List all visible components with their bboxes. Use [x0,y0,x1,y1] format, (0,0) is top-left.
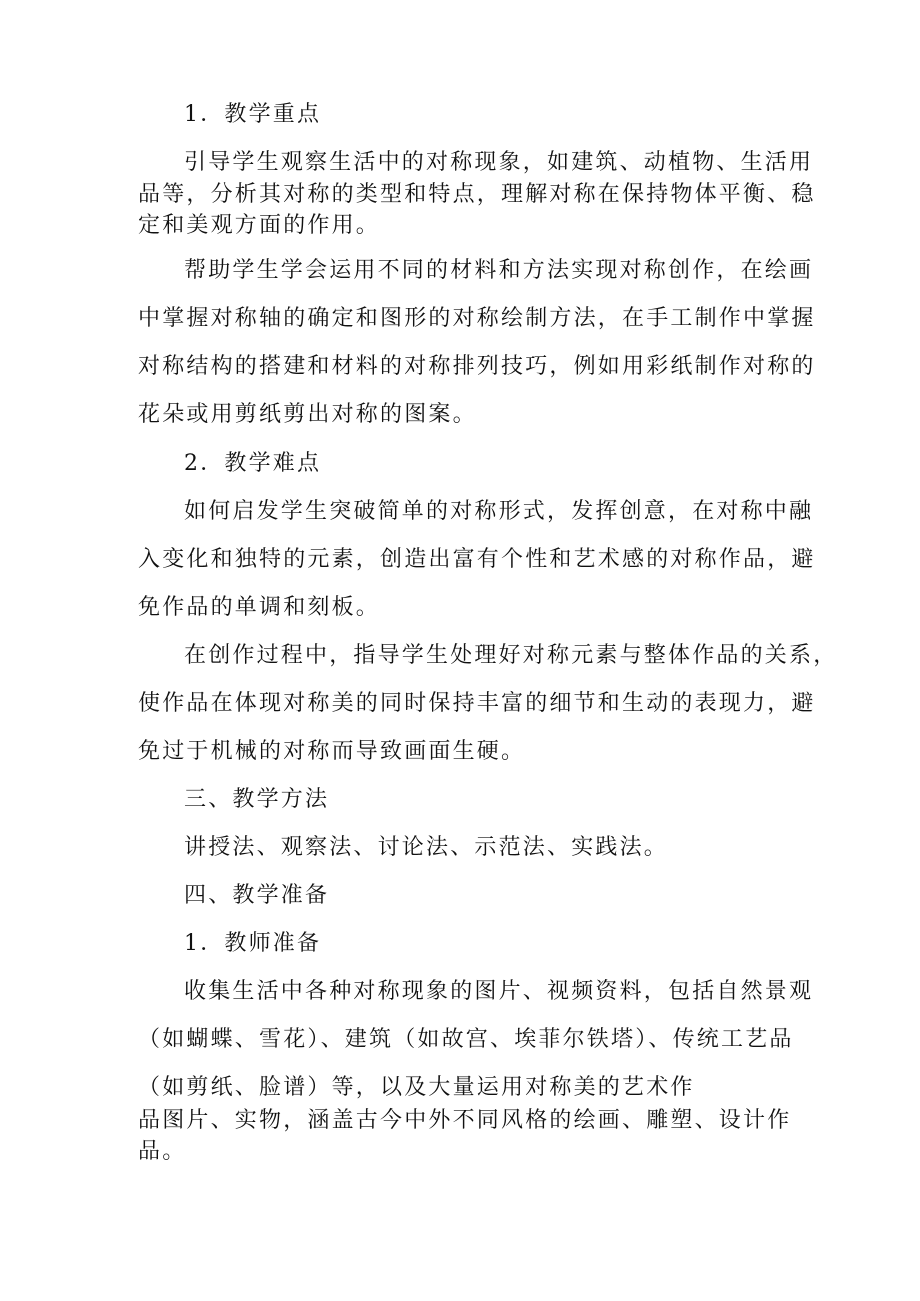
section-heading-teaching-methods: 三、教学方法 [184,787,330,812]
text-line: 定和美观方面的作用。 [138,213,381,238]
section-heading-teaching-preparation: 四、教学准备 [184,883,330,908]
text-line: 中掌握对称轴的确定和图形的对称绘制方法，在手工制作中掌握 [138,306,816,331]
heading-teacher-preparation: 1．教师准备 [184,931,322,956]
text-line: （如剪纸、脸谱）等，以及大量运用对称美的艺术作 [138,1075,695,1100]
text-line: 讲授法、观察法、讨论法、示范法、实践法。 [184,835,669,860]
text-line: 使作品在体现对称美的同时保持丰富的细节和生动的表现力，避 [138,691,816,716]
heading-teaching-focus: 1．教学重点 [184,102,322,127]
text-line: 品。 [138,1139,187,1164]
text-line: 在创作过程中，指导学生处理好对称元素与整体作品的关系， [184,643,838,668]
text-line: 入变化和独特的元素，创造出富有个性和艺术感的对称作品，避 [138,547,816,572]
text-line: 花朵或用剪纸剪出对称的图案。 [138,402,477,427]
text-line: 品图片、实物，涵盖古今中外不同风格的绘画、雕塑、设计作 [138,1108,792,1133]
text-line: 收集生活中各种对称现象的图片、视频资料，包括自然景观 [184,979,814,1004]
text-line: 引导学生观察生活中的对称现象，如建筑、动植物、生活用 [184,150,814,175]
text-line: 帮助学生学会运用不同的材料和方法实现对称创作，在绘画 [184,258,814,283]
text-line: 免过于机械的对称而导致画面生硬。 [138,739,526,764]
text-line: 如何启发学生突破简单的对称形式，发挥创意，在对称中融 [184,499,814,524]
text-line: 免作品的单调和刻板。 [138,595,381,620]
text-line: （如蝴蝶、雪花）、建筑（如故宫、埃菲尔铁塔）、传统工艺品 [138,1027,794,1052]
text-line: 品等，分析其对称的类型和特点，理解对称在保持物体平衡、稳 [138,182,816,207]
heading-teaching-difficulty: 2．教学难点 [184,451,322,476]
text-line: 对称结构的搭建和材料的对称排列技巧，例如用彩纸制作对称的 [138,354,816,379]
